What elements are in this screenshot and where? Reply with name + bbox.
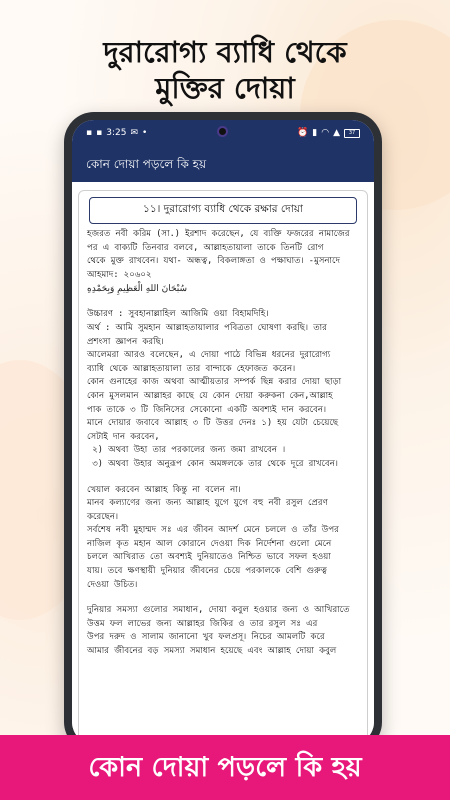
alarm-icon: ⏰ (297, 128, 309, 138)
arabic-dua: سُبْحَانَ اللهِ الْعَظِيمِ وَبِحَمْدِهِ (87, 284, 188, 295)
status-bar (72, 120, 374, 146)
notification-icon: ▪ (86, 128, 93, 138)
app-notification-icon: ✉ (130, 128, 138, 138)
article-paragraph: খেয়াল করবেন আল্লাহ কিন্তু না বলেন না। মানব কল্যাণের জন্য জন্য আল্লাহ যুগে যুগে বহু নবী রসুল প্রেরণ করেছেন। সর্বশেষ নবী মুহাম্মদ সঃ এর জীবন আদর্শ মেনে চললে ও তাঁর উপর নাজিল কৃত মহান আল কোরানে দেওয়া দিক নির্দেশনা গুলো মেনে চললে আখিরাত তো অবশ্যই দুনিয়াতেও নিশ্চিত ভাবে সফল হওয়া যায়। তবে ক্ষণস্থায়ী দুনিয়ার জীবনের চেয়ে পরকালকে বেশি গুরুত্ব দেওয়া উচিত। (87, 484, 339, 590)
article-card (78, 190, 368, 744)
article-paragraph: উচ্চারণ : সুবহানাল্লাহিল আজিমি ওয়া বিহামদিহি। অর্থ : আমি সুমহান আল্লাহতায়ালার পবিত্রতা ঘোষণা করছি। তার প্রশংসা জ্ঞাপন করছি। আলেমরা আরও বলেছেন, এ দোয়া পাঠে বিভিন্ন ধরনের দুরারোগ্য ব্যাধি থেকে আল্লাহতায়ালা তার বান্দাকে হেফাজত করেন। কোন গুনাহের কাজ অথবা আত্মীয়তার সম্পর্ক ছিন্ন করার দোয়া ছাড়া কোন মুসলমান আল্লাহর কাছে যে কোন দোয়া করুকনা কেন,আল্লাহ পাক তাকে ৩ টি জিনিসের সেকোনো একটি অবশ্যই দান করবেন। মানে দোয়ার জবাবে আল্লাহ ৩ টি উত্তর দেনঃ ১) হয় যেটা চেয়েছে সেটাই দান করবেন, ২) অথবা উহা তার পরকালের জন্য জমা রাখবেন । ৩) অথবা উহার অনুরূপ কোন অমঙ্গলকে তার থেকে দূরে রাখবেন। (87, 309, 342, 469)
article-title: ১১। দুরারোগ্য ব্যাধি থেকে রক্ষার দোয়া (89, 197, 357, 224)
signal-bars-icon: ▲ (333, 128, 340, 138)
signal-icon: ▮ (312, 128, 318, 138)
more-dots-icon: • (141, 128, 148, 138)
promo-headline (0, 34, 450, 106)
article-paragraph: দুনিয়ার সমস্যা গুলোর সমাধান, দোয়া কবুল হওয়ার জন্য ও আখিরাতে উত্তম ফল লাভের জন্য আল্লাহর জিকির ও তার রসুল সঃ এর উপর দরুদ ও সালাম জানানো খুব ফলপ্রসূ। নিচের আমলটি করে আমার জীবনের বড় সমস্যা সমাধান হয়েছে এবং আল্লাহ দোয়া কবুল (87, 605, 350, 657)
front-camera (217, 126, 228, 137)
battery-icon (344, 129, 360, 138)
notification-icon: ▪ (96, 128, 103, 138)
status-time: 3:25 (106, 128, 127, 138)
app-bar (72, 146, 374, 182)
wifi-icon: ◠ (321, 128, 330, 138)
headline-line2: মুক্তির দোয়া (155, 71, 295, 105)
phone-frame (64, 112, 382, 752)
article-content[interactable] (72, 182, 374, 744)
battery-level: 37 (348, 129, 356, 136)
phone-screen (72, 120, 374, 744)
headline-line1: দুরারোগ্য ব্যাধি থেকে (103, 35, 347, 69)
app-bar-title: কোন দোয়া পড়লে কি হয় (86, 157, 207, 171)
article-paragraph: হজরত নবী করিম (সা.) ইরশাদ করেছেন, যে ব্যক্তি ফজরের নামাজের পর এ বাক্যটি তিনবার বলবে, আল্লাহতায়ালা তাকে তিনটি রোগ থেকে মুক্ত রাখবেন। যথা- অন্ধত্ব, বিকলাঙ্গতা ও পক্ষাঘাত। -মুসনাদে আহমাদ: ২০৬০২ (87, 229, 350, 280)
bottom-banner: কোন দোয়া পড়লে কি হয় (0, 735, 450, 800)
